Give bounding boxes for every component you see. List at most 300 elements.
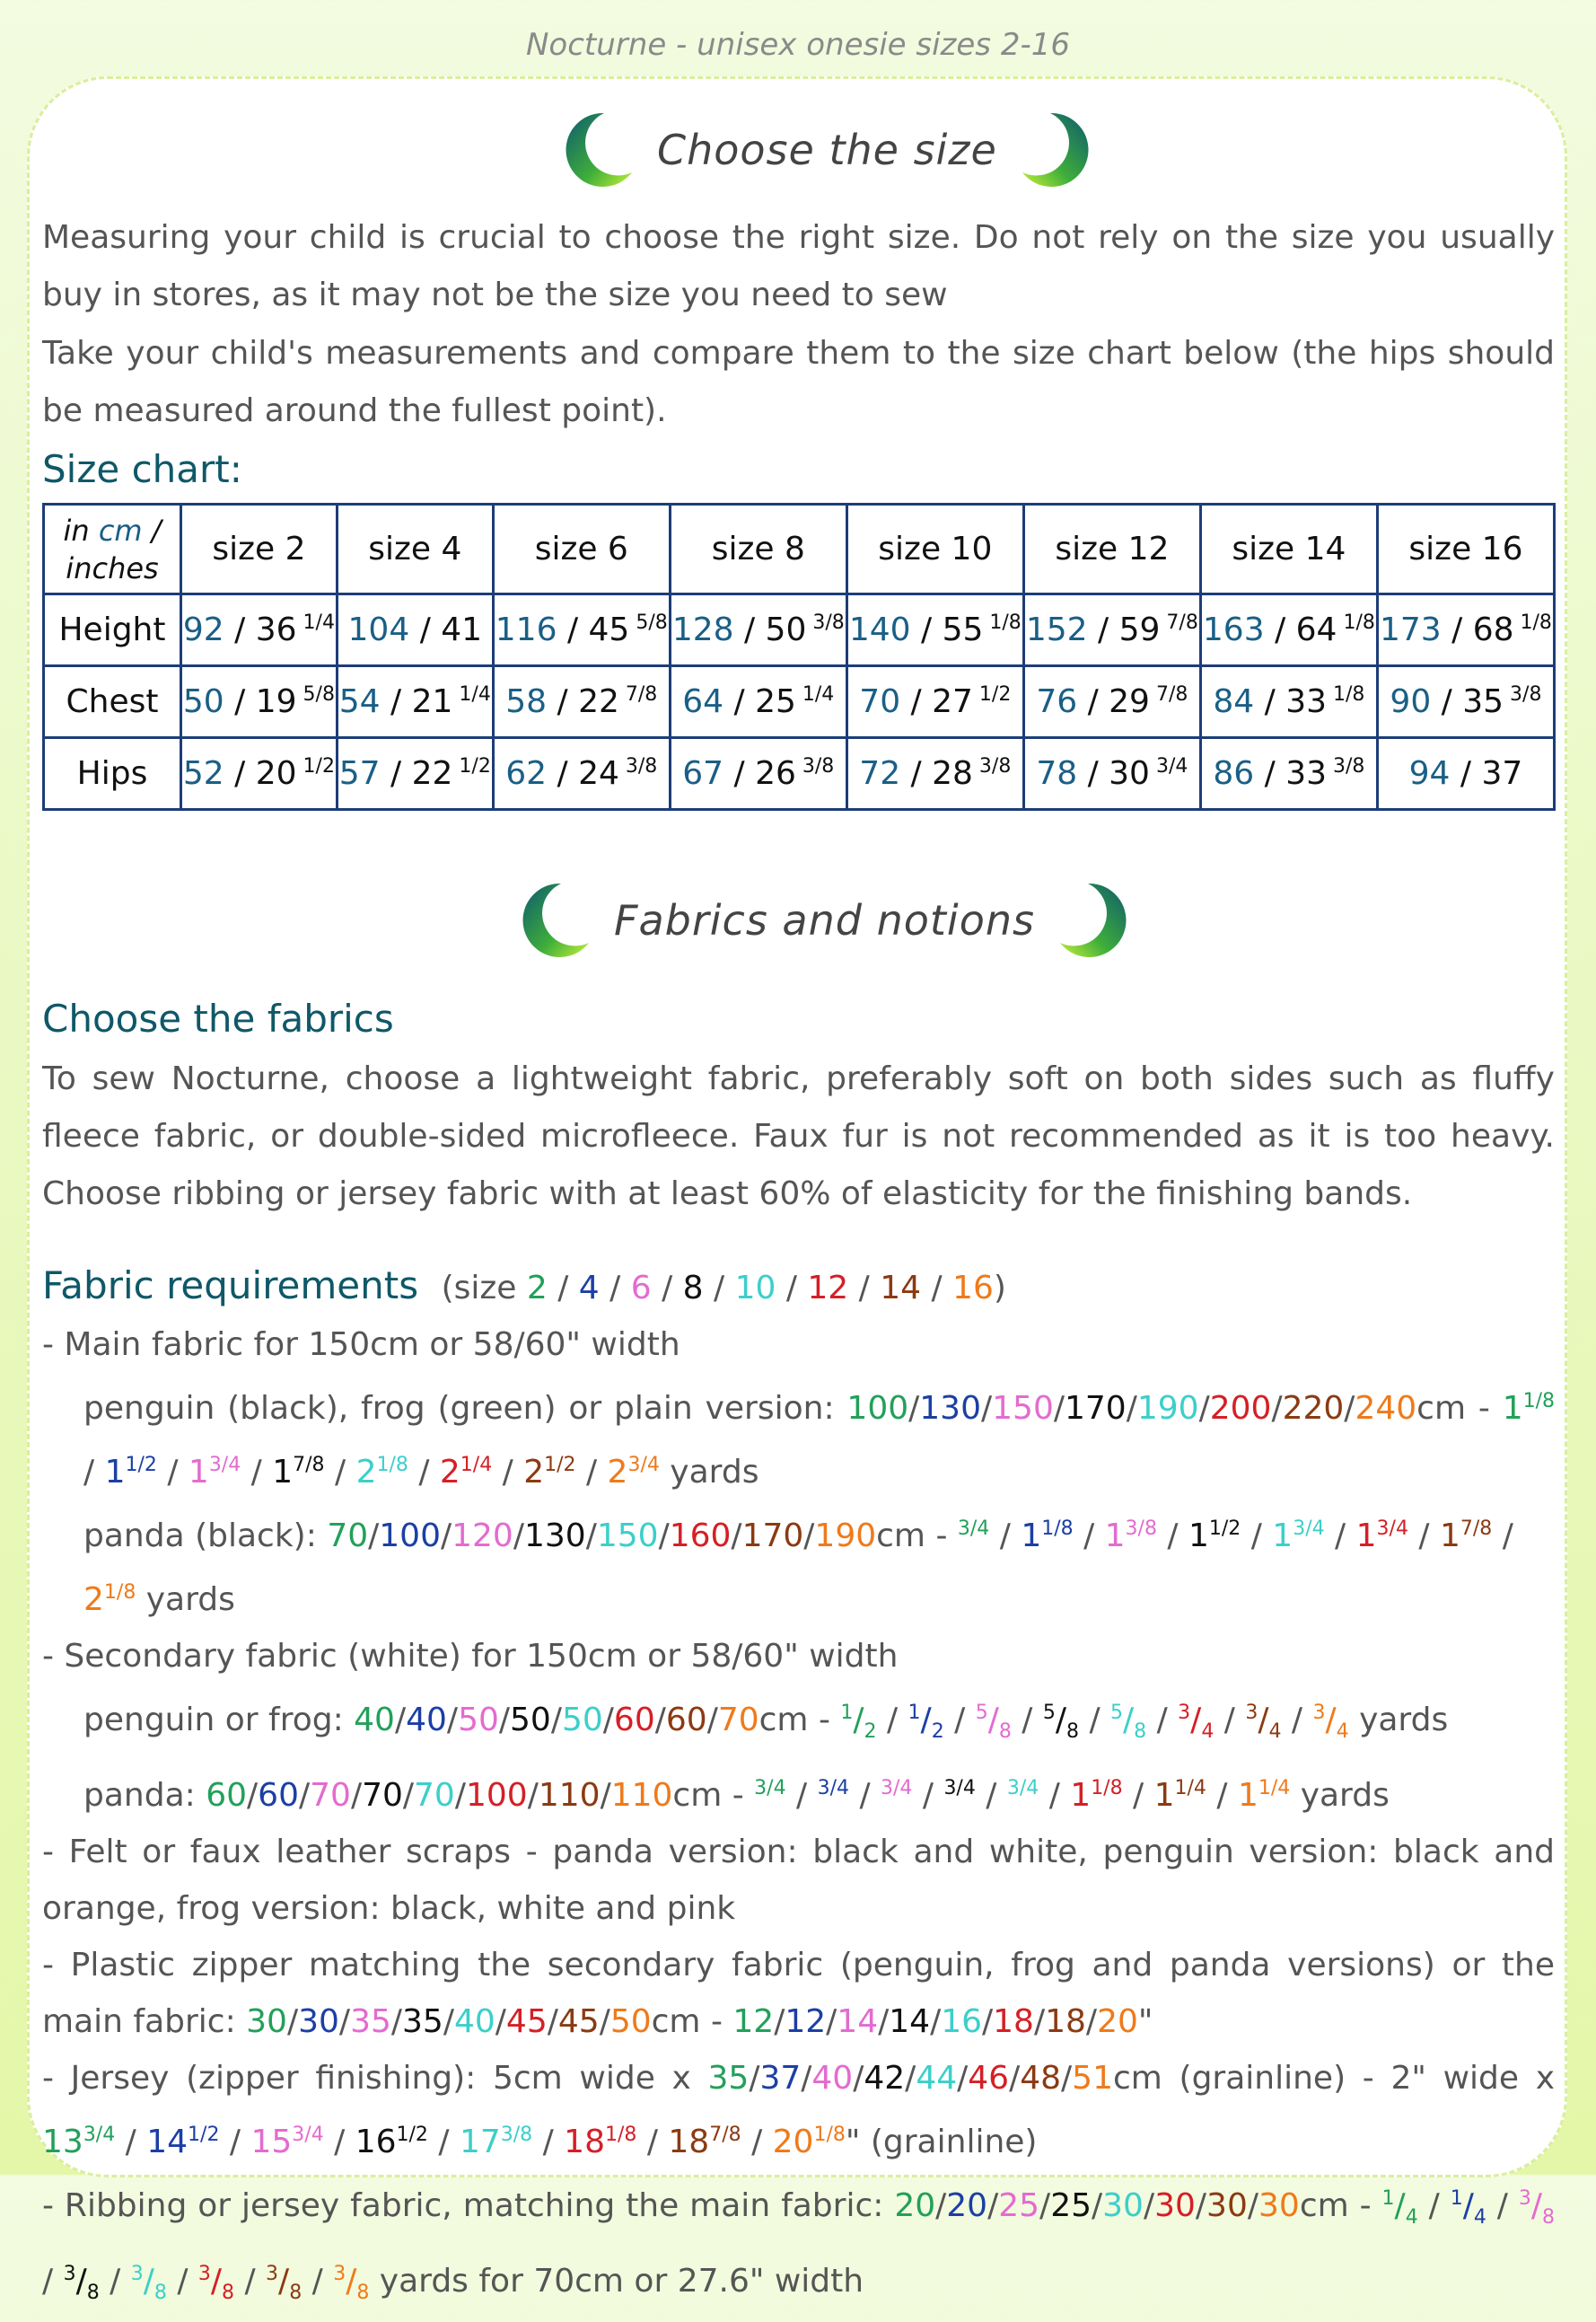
cm-value: 20	[1097, 2003, 1138, 2041]
table-cell	[1377, 666, 1554, 738]
cm-value: 128	[671, 611, 734, 648]
numerator: 3	[1245, 1702, 1258, 1724]
yard-value	[460, 2124, 532, 2160]
inch-value: / 25	[723, 683, 796, 720]
cm-value: 54	[338, 683, 381, 720]
column-header: size 16	[1377, 505, 1554, 594]
separator: /	[368, 1517, 380, 1554]
unit: cm -	[759, 1702, 841, 1738]
yard-value	[1518, 2187, 1555, 2230]
cm-value: 44	[916, 2060, 958, 2098]
fraction: 3/4	[943, 1777, 976, 1800]
yard-value	[1188, 1517, 1241, 1554]
inch-value: / 33	[1254, 683, 1327, 720]
separator: /	[706, 1702, 718, 1738]
whole: 1	[1188, 1517, 1209, 1554]
legend-size: 6	[630, 1270, 652, 1306]
yard-value	[63, 2263, 100, 2305]
yard-value	[42, 2124, 115, 2160]
inch-value: / 28	[900, 755, 973, 792]
separator: /	[876, 1702, 908, 1738]
legend-prefix: (size	[441, 1270, 527, 1306]
separator: /	[513, 1517, 524, 1554]
denominator: 4	[1268, 1720, 1282, 1744]
inch-value: / 27	[900, 683, 973, 720]
yard-value	[146, 2124, 219, 2160]
yard-value	[1312, 1702, 1349, 1744]
cm-value: 64	[682, 683, 724, 720]
yard-value	[608, 1454, 660, 1491]
row-label: Hips	[44, 738, 181, 810]
separator: /	[636, 2124, 669, 2161]
yard-value	[943, 1777, 975, 1814]
yard-value	[523, 1454, 575, 1491]
cm-value: 67	[682, 755, 724, 792]
separator: /	[602, 1702, 614, 1738]
table-cell	[1200, 594, 1377, 666]
fraction: 1/4	[1174, 1777, 1206, 1800]
inch-fraction: 5/8	[296, 683, 335, 706]
separator: /	[1195, 2187, 1207, 2225]
whole: 1	[1237, 1777, 1258, 1815]
whole: 20	[772, 2124, 814, 2161]
unit-inches-text: inches	[66, 550, 159, 585]
denominator: 4	[1336, 1720, 1349, 1744]
table-cell	[337, 738, 493, 810]
denominator: 4	[1473, 2206, 1486, 2230]
separator: /	[654, 1702, 666, 1738]
whole: 1	[1439, 1517, 1460, 1554]
cm-value: 100	[846, 1390, 909, 1427]
numerator: 3	[266, 2263, 279, 2286]
separator: /	[1344, 1390, 1355, 1427]
yard-value	[754, 1777, 785, 1814]
cm-value: 25	[998, 2187, 1040, 2225]
numerator: 1	[840, 1702, 854, 1724]
inch-fraction: 1/4	[296, 611, 335, 634]
separator: /	[930, 2003, 942, 2041]
section-header-size	[555, 110, 1100, 190]
yard-value	[668, 2124, 741, 2160]
cm-value: 70	[414, 1777, 455, 1815]
separator: /	[1417, 2187, 1451, 2225]
fraction: 1/8	[103, 1581, 136, 1604]
table-cell	[670, 594, 846, 666]
denominator: 8	[153, 2282, 167, 2305]
separator: /	[1061, 2060, 1073, 2098]
denominator: 8	[222, 2282, 235, 2305]
separator: /	[234, 2263, 267, 2300]
slash: /	[987, 1702, 999, 1738]
slash: /	[75, 2263, 87, 2300]
separator: /	[957, 2060, 969, 2098]
unit-in-text: in	[63, 513, 99, 548]
denominator: 4	[1405, 2206, 1418, 2230]
denominator: 8	[86, 2282, 100, 2305]
separator: /	[286, 2003, 299, 2041]
cm-value: 60	[665, 1702, 707, 1738]
unit: "	[1137, 2003, 1153, 2041]
separator: /	[921, 1270, 953, 1306]
inch-value: / 55	[910, 611, 984, 648]
separator: /	[1011, 1702, 1043, 1738]
cm-value: 170	[741, 1517, 804, 1554]
yard-value	[250, 2124, 323, 2160]
table-cell	[846, 666, 1023, 738]
fraction: 1/2	[125, 1454, 157, 1476]
numerator: 1	[1450, 2187, 1463, 2211]
yard-value	[1245, 1702, 1282, 1744]
whole: 13	[42, 2124, 83, 2161]
numerator: 1	[1381, 2187, 1395, 2211]
choose-fabrics-heading: Choose the fabrics	[42, 997, 394, 1041]
inch-fraction: 1/2	[296, 755, 335, 778]
separator: /	[324, 1454, 356, 1491]
yard-value	[958, 1517, 989, 1554]
inch-value: / 21	[380, 683, 453, 720]
separator: /	[826, 2003, 837, 2041]
cm-value: 120	[452, 1517, 513, 1554]
separator: /	[1156, 1517, 1188, 1554]
cm-value: 60	[206, 1777, 248, 1815]
cm-value: 70	[310, 1777, 351, 1815]
denominator: 8	[1542, 2206, 1555, 2230]
fraction: 1/4	[460, 1454, 493, 1476]
denominator: 4	[1201, 1720, 1215, 1744]
separator: /	[1271, 1390, 1283, 1427]
whole: 2	[607, 1454, 628, 1491]
separator: /	[443, 2003, 454, 2041]
separator: /	[83, 1454, 105, 1491]
fraction: 3/8	[500, 2124, 533, 2147]
table-cell	[1377, 738, 1554, 810]
cm-value: 40	[406, 1702, 447, 1738]
yard-value	[1450, 2187, 1486, 2230]
numerator: 5	[1042, 1702, 1056, 1724]
slash: /	[1258, 1702, 1269, 1738]
separator: /	[1073, 1517, 1105, 1554]
table-cell	[1200, 738, 1377, 810]
inch-value: / 24	[547, 755, 619, 792]
inch-fraction: 1/2	[972, 683, 1012, 706]
cm-value: 14	[837, 2003, 879, 2041]
separator: /	[803, 1517, 815, 1554]
separator: /	[1039, 1777, 1071, 1815]
inch-fraction: 1/8	[1327, 683, 1365, 706]
cm-value: 84	[1213, 683, 1255, 720]
denominator: 2	[931, 1720, 944, 1744]
fraction: 3/4	[627, 1454, 660, 1476]
panda-secondary-requirement	[42, 1760, 1555, 1824]
separator: /	[99, 2263, 131, 2300]
yard-value	[1154, 1777, 1206, 1814]
separator: /	[599, 2003, 610, 2041]
yard-value	[1110, 1702, 1147, 1744]
table-cell	[493, 738, 670, 810]
cm-value: 50	[561, 1702, 603, 1738]
cm-value: 200	[1209, 1390, 1272, 1427]
separator: /	[935, 2187, 947, 2225]
cm-value: 160	[669, 1517, 732, 1554]
cm-value: 37	[759, 2060, 802, 2098]
table-row	[44, 738, 1555, 810]
fraction: 1/2	[188, 2124, 220, 2147]
inch-value: / 29	[1077, 683, 1150, 720]
separator: /	[703, 1270, 735, 1306]
inch-fraction: 3/8	[1327, 755, 1365, 778]
yard-value	[975, 1702, 1012, 1744]
inch-value: / 36	[224, 611, 297, 648]
ribbing-requirement	[42, 2170, 1555, 2321]
cm-value: 30	[1102, 2187, 1144, 2225]
fraction: 1/2	[396, 2124, 428, 2147]
requirements-heading-line	[42, 1257, 1555, 1316]
label: panda (black):	[83, 1517, 328, 1554]
cm-value: 62	[505, 755, 548, 792]
yard-value	[1440, 1517, 1492, 1554]
cm-value: 12	[785, 2003, 827, 2041]
requirements-heading: Fabric requirements	[42, 1263, 419, 1307]
numerator: 3	[130, 2263, 144, 2286]
unit-label-cell	[44, 505, 181, 594]
denominator: 8	[1066, 1720, 1079, 1744]
separator: /	[1492, 1517, 1513, 1554]
panda-requirement	[42, 1500, 1555, 1628]
jersey-requirement	[42, 2050, 1555, 2170]
inch-value: / 68	[1441, 611, 1514, 648]
inch-value: / 22	[380, 755, 453, 792]
table-cell	[670, 666, 846, 738]
yard-value	[130, 2263, 167, 2305]
separator: /	[987, 2187, 999, 2225]
inch-fraction: 3/8	[806, 611, 845, 634]
fraction: 3/4	[957, 1517, 990, 1540]
yard-value	[840, 1702, 877, 1744]
yard-value	[105, 1454, 157, 1491]
separator: /	[547, 2003, 558, 2041]
cm-value: 48	[1020, 2060, 1062, 2098]
unit: cm -	[1416, 1390, 1503, 1427]
unit: yards	[659, 1454, 759, 1491]
slash: /	[1394, 2187, 1406, 2225]
cm-value: 40	[811, 2060, 854, 2098]
cm-value: 42	[864, 2060, 906, 2098]
moon-left-icon	[555, 110, 636, 190]
unit: " (grainline)	[845, 2124, 1038, 2161]
main-fabric-line: - Main fabric for 150cm or 58/60" width	[42, 1326, 680, 1363]
cm-value: 58	[505, 683, 548, 720]
inch-value: / 35	[1431, 683, 1504, 720]
separator: /	[440, 1517, 452, 1554]
separator: /	[774, 2003, 785, 2041]
whole: 1	[1153, 1777, 1175, 1815]
table-cell	[1023, 594, 1200, 666]
cm-value: 40	[453, 2003, 495, 2041]
table-cell	[493, 594, 670, 666]
table-cell	[493, 666, 670, 738]
separator: /	[219, 2124, 251, 2161]
label: - Jersey (zipper finishing): 5cm wide x	[42, 2060, 708, 2098]
inch-fraction: 3/8	[795, 755, 835, 778]
separator: /	[1143, 2187, 1155, 2225]
inch-fraction: 1/8	[1513, 611, 1552, 634]
whole: 17	[459, 2124, 501, 2161]
column-header: size 8	[670, 505, 846, 594]
separator: /	[156, 1454, 189, 1491]
penguin-frog-secondary-requirement	[42, 1684, 1555, 1760]
fraction: 1/8	[813, 2124, 846, 2147]
table-cell	[1023, 666, 1200, 738]
fraction: 1/8	[376, 1454, 408, 1476]
inch-value: / 30	[1077, 755, 1150, 792]
denominator: 8	[289, 2282, 303, 2305]
separator: /	[454, 1777, 466, 1815]
cm-value: 30	[246, 2003, 287, 2041]
yard-value	[333, 2263, 370, 2305]
inch-value: / 64	[1264, 611, 1337, 648]
slash: /	[1530, 2187, 1542, 2225]
unit: yards	[1290, 1777, 1390, 1815]
whole: 2	[355, 1454, 377, 1491]
cm-value: 51	[1072, 2060, 1113, 2098]
slash: /	[346, 2263, 357, 2300]
cm-value: 70	[717, 1702, 759, 1738]
fraction: 3/4	[208, 1454, 241, 1476]
denominator: 8	[998, 1720, 1012, 1744]
separator: /	[427, 2124, 460, 2161]
fraction: 3/4	[881, 1777, 913, 1800]
separator: /	[989, 1517, 1022, 1554]
yard-value	[818, 1777, 849, 1814]
fraction: 1/2	[1208, 1517, 1241, 1540]
separator: /	[749, 2060, 760, 2098]
row-label: Chest	[44, 666, 181, 738]
cm-value: 110	[538, 1777, 601, 1815]
inch-fraction: 3/8	[1504, 683, 1542, 706]
separator: /	[853, 2060, 864, 2098]
size-legend	[442, 1270, 1006, 1306]
whole: 1	[1502, 1390, 1523, 1427]
whole: 16	[355, 2124, 397, 2161]
separator: /	[302, 2263, 334, 2300]
fraction: 3/4	[1006, 1777, 1039, 1800]
cm-value: 152	[1025, 611, 1088, 648]
cm-value: 45	[557, 2003, 600, 2041]
inch-fraction: 7/8	[1160, 611, 1198, 634]
inch-value: / 20	[224, 755, 297, 792]
moon-right-icon	[1057, 880, 1137, 961]
inch-fraction: 3/8	[618, 755, 658, 778]
separator: /	[982, 2003, 994, 2041]
legend-size: 12	[807, 1270, 849, 1306]
separator: /	[492, 1454, 524, 1491]
slash: /	[1325, 1702, 1337, 1738]
numerator: 3	[63, 2263, 76, 2286]
separator: /	[1079, 1702, 1111, 1738]
cm-value: 100	[465, 1777, 528, 1815]
cm-value: 18	[1045, 2003, 1086, 2041]
zipper-requirement	[42, 1937, 1555, 2050]
slash: /	[1190, 1702, 1202, 1738]
cm-value: 45	[505, 2003, 548, 2041]
yard-value	[1007, 1777, 1039, 1814]
inch-fraction: 7/8	[1149, 683, 1188, 706]
separator: /	[731, 1517, 742, 1554]
table-body	[44, 594, 1555, 810]
inch-fraction: 1/2	[452, 755, 491, 778]
separator: /	[801, 2060, 812, 2098]
cm-value: 46	[968, 2060, 1010, 2098]
denominator: 8	[1134, 1720, 1147, 1744]
numerator: 3	[1518, 2187, 1531, 2211]
separator: /	[1122, 1777, 1154, 1815]
cm-value: 50	[510, 1702, 551, 1738]
cm-value: 72	[859, 755, 901, 792]
yard-value	[440, 1454, 492, 1491]
cm-value: 35	[402, 2003, 443, 2041]
separator: /	[247, 1777, 259, 1815]
fraction: 3/4	[1293, 1517, 1325, 1540]
fraction: 3/4	[817, 1777, 849, 1800]
cm-value: 104	[347, 611, 410, 648]
cm-value: 14	[889, 2003, 931, 2041]
table-cell	[1377, 594, 1554, 666]
cm-value: 50	[609, 2003, 652, 2041]
yard-value	[908, 1702, 944, 1744]
size-chart-table	[42, 503, 1556, 811]
fraction: 3/8	[1125, 1517, 1157, 1540]
separator: /	[975, 1777, 1007, 1815]
whole: 1	[104, 1454, 126, 1491]
yard-value	[266, 2263, 303, 2305]
separator: /	[848, 1270, 881, 1306]
cm-value: 163	[1202, 611, 1265, 648]
cm-value: 140	[848, 611, 911, 648]
fraction: 3/4	[292, 2124, 324, 2147]
whole: 1	[1070, 1777, 1092, 1815]
cm-value: 94	[1408, 755, 1451, 792]
separator: /	[1198, 1390, 1210, 1427]
label: - Ribbing or jersey fabric, matching the main fabric:	[42, 2187, 895, 2225]
measure-paragraph: Take your child's measurements and compare them to the size chart below (the hips should be measured around the fullest point).	[42, 335, 1555, 429]
cm-value: 60	[613, 1702, 655, 1738]
cm-value: 70	[327, 1517, 369, 1554]
whole: 18	[564, 2124, 605, 2161]
separator: /	[908, 1390, 920, 1427]
label: penguin (black), frog (green) or plain version:	[83, 1390, 847, 1427]
column-header: size 2	[181, 505, 338, 594]
whole: 18	[668, 2124, 710, 2161]
cm-value: 57	[338, 755, 381, 792]
whole: 14	[146, 2124, 189, 2161]
denominator: 8	[356, 2282, 370, 2305]
fraction: 1/8	[1091, 1777, 1123, 1800]
separator: /	[1009, 2060, 1021, 2098]
section-title: Choose the size	[657, 126, 997, 174]
cm-value: 16	[941, 2003, 983, 2041]
cm-value: 40	[354, 1702, 395, 1738]
whole: 1	[1355, 1517, 1377, 1554]
section-header-fabrics	[512, 880, 1137, 961]
separator: /	[402, 1777, 415, 1815]
felt-line: - Felt or faux leather scraps - panda version: black and white, penguin version: black and orange, frog version: black, white and pink	[42, 1834, 1555, 1928]
yard-value	[356, 1454, 408, 1491]
yard-value	[83, 1581, 136, 1618]
cm-value: 30	[298, 2003, 339, 2041]
separator: /	[943, 1702, 976, 1738]
column-header: size 4	[337, 505, 493, 594]
whole: 1	[272, 1454, 294, 1491]
